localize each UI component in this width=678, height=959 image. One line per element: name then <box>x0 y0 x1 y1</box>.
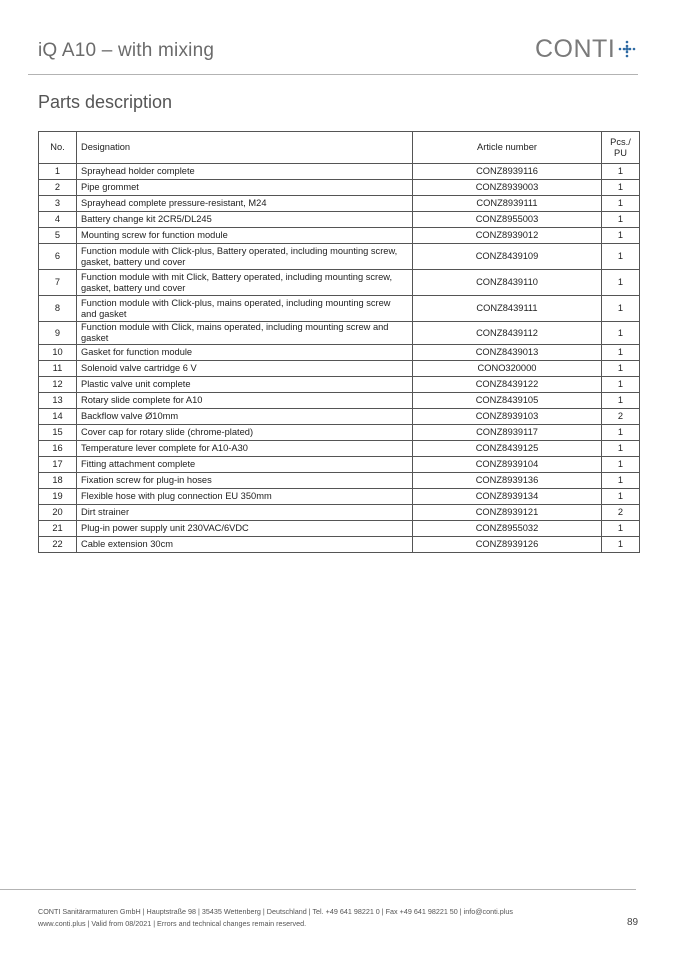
cell-designation: Plastic valve unit complete <box>77 377 413 393</box>
cell-pcs: 1 <box>602 441 640 457</box>
cell-designation: Backflow valve Ø10mm <box>77 409 413 425</box>
cell-no: 14 <box>39 409 77 425</box>
cell-no: 12 <box>39 377 77 393</box>
cell-article-number: CONZ8439110 <box>413 270 602 296</box>
cell-pcs: 1 <box>602 377 640 393</box>
cell-no: 16 <box>39 441 77 457</box>
cell-no: 8 <box>39 296 77 322</box>
cell-article-number: CONZ8939136 <box>413 473 602 489</box>
cell-article-number: CONZ8439013 <box>413 345 602 361</box>
cell-article-number: CONZ8939121 <box>413 505 602 521</box>
cell-article-number: CONZ8939134 <box>413 489 602 505</box>
page-number: 89 <box>627 917 639 928</box>
cell-no: 13 <box>39 393 77 409</box>
table-row <box>39 425 640 441</box>
table-row <box>39 361 640 377</box>
page-header <box>0 0 678 76</box>
table-row <box>39 196 640 212</box>
cell-designation: Function module with Click-plus, Battery operated, including mounting screw, gasket, battery und cover <box>77 244 413 270</box>
header-pcs-line1: Pcs./ <box>610 136 631 147</box>
cell-designation: Flexible hose with plug connection EU 350mm <box>77 489 413 505</box>
cell-pcs: 1 <box>602 164 640 180</box>
plus-dots-icon <box>618 40 636 58</box>
cell-article-number: CONZ8439105 <box>413 393 602 409</box>
cell-pcs: 1 <box>602 180 640 196</box>
cell-pcs: 1 <box>602 457 640 473</box>
cell-no: 18 <box>39 473 77 489</box>
cell-designation: Dirt strainer <box>77 505 413 521</box>
cell-article-number: CONZ8439125 <box>413 441 602 457</box>
header-pcs-line2: PU <box>614 147 627 158</box>
cell-no: 2 <box>39 180 77 196</box>
table-row <box>39 521 640 537</box>
cell-pcs: 1 <box>602 270 640 296</box>
cell-pcs: 1 <box>602 296 640 322</box>
table-row <box>39 409 640 425</box>
document-title: iQ A10 – with mixing <box>38 40 215 61</box>
table-row <box>39 212 640 228</box>
section-title: Parts description <box>38 92 173 112</box>
cell-pcs: 1 <box>602 196 640 212</box>
cell-designation: Rotary slide complete for A10 <box>77 393 413 409</box>
cell-pcs: 1 <box>602 244 640 270</box>
parts-table <box>38 131 640 553</box>
header-divider <box>28 74 638 75</box>
cell-no: 7 <box>39 270 77 296</box>
cell-designation: Function module with Click, mains operated, including mounting screw and gasket <box>77 322 413 345</box>
table-row <box>39 296 640 322</box>
cell-article-number: CONZ8439122 <box>413 377 602 393</box>
cell-designation: Mounting screw for function module <box>77 228 413 244</box>
cell-pcs: 1 <box>602 489 640 505</box>
cell-no: 22 <box>39 537 77 553</box>
header-article-number: Article number <box>413 132 602 164</box>
table-row <box>39 164 640 180</box>
cell-no: 10 <box>39 345 77 361</box>
cell-article-number: CONZ8939116 <box>413 164 602 180</box>
cell-pcs: 1 <box>602 537 640 553</box>
table-row <box>39 441 640 457</box>
cell-article-number: CONZ8939104 <box>413 457 602 473</box>
table-row <box>39 270 640 296</box>
cell-pcs: 1 <box>602 212 640 228</box>
cell-designation: Function module with mit Click, Battery operated, including mounting screw, gasket, battery und cover <box>77 270 413 296</box>
cell-article-number: CONO320000 <box>413 361 602 377</box>
table-row <box>39 489 640 505</box>
cell-no: 4 <box>39 212 77 228</box>
logo-text: CONTI <box>535 34 616 63</box>
table-row <box>39 377 640 393</box>
cell-no: 6 <box>39 244 77 270</box>
cell-no: 19 <box>39 489 77 505</box>
cell-no: 20 <box>39 505 77 521</box>
cell-designation: Function module with Click-plus, mains operated, including mounting screw and gasket <box>77 296 413 322</box>
cell-designation: Sprayhead holder complete <box>77 164 413 180</box>
cell-no: 21 <box>39 521 77 537</box>
cell-no: 5 <box>39 228 77 244</box>
cell-designation: Sprayhead complete pressure-resistant, M24 <box>77 196 413 212</box>
cell-no: 17 <box>39 457 77 473</box>
cell-article-number: CONZ8939003 <box>413 180 602 196</box>
table-row <box>39 393 640 409</box>
cell-designation: Battery change kit 2CR5/DL245 <box>77 212 413 228</box>
cell-designation: Solenoid valve cartridge 6 V <box>77 361 413 377</box>
cell-pcs: 1 <box>602 228 640 244</box>
cell-article-number: CONZ8439109 <box>413 244 602 270</box>
cell-designation: Temperature lever complete for A10-A30 <box>77 441 413 457</box>
cell-pcs: 2 <box>602 505 640 521</box>
cell-article-number: CONZ8955032 <box>413 521 602 537</box>
cell-designation: Plug-in power supply unit 230VAC/6VDC <box>77 521 413 537</box>
table-row <box>39 457 640 473</box>
footer-divider <box>0 889 636 890</box>
header-pcs-pu <box>602 132 640 164</box>
table-header-row <box>39 132 640 164</box>
table-row <box>39 537 640 553</box>
cell-pcs: 1 <box>602 393 640 409</box>
cell-article-number: CONZ8439112 <box>413 322 602 345</box>
cell-pcs: 1 <box>602 361 640 377</box>
cell-pcs: 1 <box>602 345 640 361</box>
footer-validity-note: www.conti.plus | Valid from 08/2021 | Errors and technical changes remain reserved. <box>38 919 307 928</box>
cell-designation: Cable extension 30cm <box>77 537 413 553</box>
table-row <box>39 228 640 244</box>
cell-designation: Fitting attachment complete <box>77 457 413 473</box>
table-row <box>39 244 640 270</box>
cell-no: 11 <box>39 361 77 377</box>
cell-no: 1 <box>39 164 77 180</box>
cell-article-number: CONZ8939117 <box>413 425 602 441</box>
footer-company-info: CONTI Sanitärarmaturen GmbH | Hauptstraße 98 | 35435 Wettenberg | Deutschland | Tel. +49 641 98221 0 | Fax +49 641 98221 50 | info@conti.plus <box>38 907 513 916</box>
cell-designation: Pipe grommet <box>77 180 413 196</box>
cell-designation: Fixation screw for plug-in hoses <box>77 473 413 489</box>
table-row <box>39 180 640 196</box>
cell-article-number: CONZ8439111 <box>413 296 602 322</box>
conti-logo <box>535 34 636 64</box>
cell-pcs: 1 <box>602 473 640 489</box>
cell-article-number: CONZ8939126 <box>413 537 602 553</box>
cell-pcs: 1 <box>602 521 640 537</box>
cell-article-number: CONZ8955003 <box>413 212 602 228</box>
table-row <box>39 322 640 345</box>
table-row <box>39 473 640 489</box>
cell-article-number: CONZ8939012 <box>413 228 602 244</box>
cell-pcs: 1 <box>602 322 640 345</box>
cell-designation: Cover cap for rotary slide (chrome-plated) <box>77 425 413 441</box>
table-row <box>39 345 640 361</box>
table-row <box>39 505 640 521</box>
cell-pcs: 1 <box>602 425 640 441</box>
cell-designation: Gasket for function module <box>77 345 413 361</box>
header-no: No. <box>39 132 77 164</box>
cell-pcs: 2 <box>602 409 640 425</box>
cell-no: 15 <box>39 425 77 441</box>
cell-no: 9 <box>39 322 77 345</box>
header-designation: Designation <box>77 132 413 164</box>
cell-no: 3 <box>39 196 77 212</box>
cell-article-number: CONZ8939103 <box>413 409 602 425</box>
cell-article-number: CONZ8939111 <box>413 196 602 212</box>
